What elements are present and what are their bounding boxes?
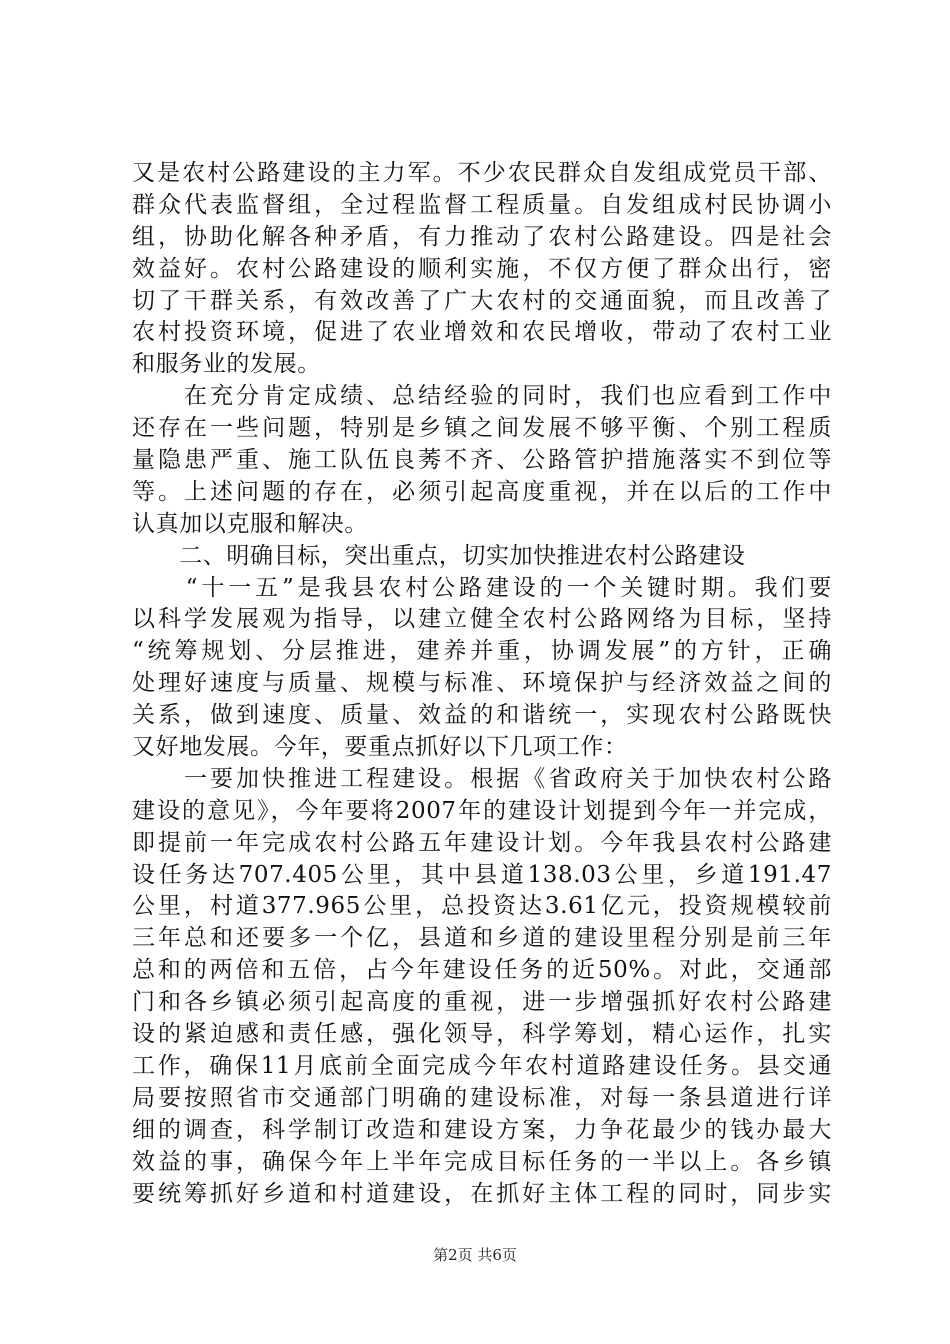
text-line: 建设的意见》，今年要将2007年的建设计划提到今年一并完成， — [132, 797, 832, 824]
text-line: 等。上述问题的存在，必须引起高度重视，并在以后的工作中 — [132, 478, 832, 505]
text-line: 三年总和还要多一个亿，县道和乡道的建设里程分别是前三年 — [132, 925, 832, 952]
text-line: 和服务业的发展。 — [132, 351, 321, 378]
text-line: 二、明确目标，突出重点，切实加快推进农村公路建设 — [132, 542, 746, 569]
text-line: 设任务达707.405公里，其中县道138.03公里，乡道191.47 — [132, 861, 832, 888]
text-line: “十一五”是我县农村公路建设的一个关键时期。我们要 — [132, 574, 832, 601]
text-line: 群众代表监督组，全过程监督工程质量。自发组成村民协调小 — [132, 191, 832, 218]
text-line: 工作，确保11月底前全面完成今年农村道路建设任务。县交通 — [132, 1052, 832, 1079]
text-line: 细的调查，科学制订改造和建设方案，力争花最少的钱办最大 — [132, 1116, 832, 1143]
page-number-footer: 第2页 共6页 — [433, 1246, 517, 1264]
text-line: 切了干群关系，有效改善了广大农村的交通面貌，而且改善了 — [132, 287, 832, 314]
text-line: 效益的事，确保今年上半年完成目标任务的一半以上。各乡镇 — [132, 1148, 832, 1175]
text-line: 局要按照省市交通部门明确的建设标准，对每一条县道进行详 — [132, 1084, 832, 1111]
text-line: 总和的两倍和五倍，占今年建设任务的近50%。对此，交通部 — [132, 957, 832, 984]
text-line: 在充分肯定成绩、总结经验的同时，我们也应看到工作中 — [132, 383, 832, 410]
text-line: 门和各乡镇必须引起高度的重视，进一步增强抓好农村公路建 — [132, 989, 832, 1016]
text-line: 认真加以克服和解决。 — [132, 510, 368, 537]
text-line: 设的紧迫感和责任感，强化领导，科学筹划，精心运作，扎实 — [132, 1021, 832, 1048]
text-line: “统筹规划、分层推进，建养并重，协调发展”的方针，正确 — [132, 638, 832, 665]
text-line: 组，协助化解各种矛盾，有力推动了农村公路建设。四是社会 — [132, 223, 832, 250]
text-line: 又好地发展。今年，要重点抓好以下几项工作： — [132, 734, 628, 761]
text-line: 关系，做到速度、质量、效益的和谐统一，实现农村公路既快 — [132, 702, 832, 729]
text-line: 还存在一些问题，特别是乡镇之间发展不够平衡、个别工程质 — [132, 415, 832, 442]
text-line: 要统筹抓好乡道和村道建设，在抓好主体工程的同时，同步实 — [132, 1180, 832, 1207]
text-line: 以科学发展观为指导，以建立健全农村公路网络为目标，坚持 — [132, 606, 832, 633]
text-line: 量隐患严重、施工队伍良莠不齐、公路管护措施落实不到位等 — [132, 447, 832, 474]
document-body — [132, 158, 832, 1210]
text-line: 效益好。农村公路建设的顺利实施，不仅方便了群众出行，密 — [132, 255, 832, 282]
text-line: 即提前一年完成农村公路五年建设计划。今年我县农村公路建 — [132, 829, 832, 856]
text-line: 农村投资环境，促进了农业增效和农民增收，带动了农村工业 — [132, 319, 832, 346]
text-line: 又是农村公路建设的主力军。不少农民群众自发组成党员干部、 — [132, 160, 832, 186]
text-line: 一要加快推进工程建设。根据《省政府关于加快农村公路 — [132, 765, 832, 792]
text-line: 公里，村道377.965公里，总投资达3.61亿元，投资规模较前 — [132, 893, 832, 920]
text-line: 处理好速度与质量、规模与标准、环境保护与经济效益之间的 — [132, 670, 832, 697]
